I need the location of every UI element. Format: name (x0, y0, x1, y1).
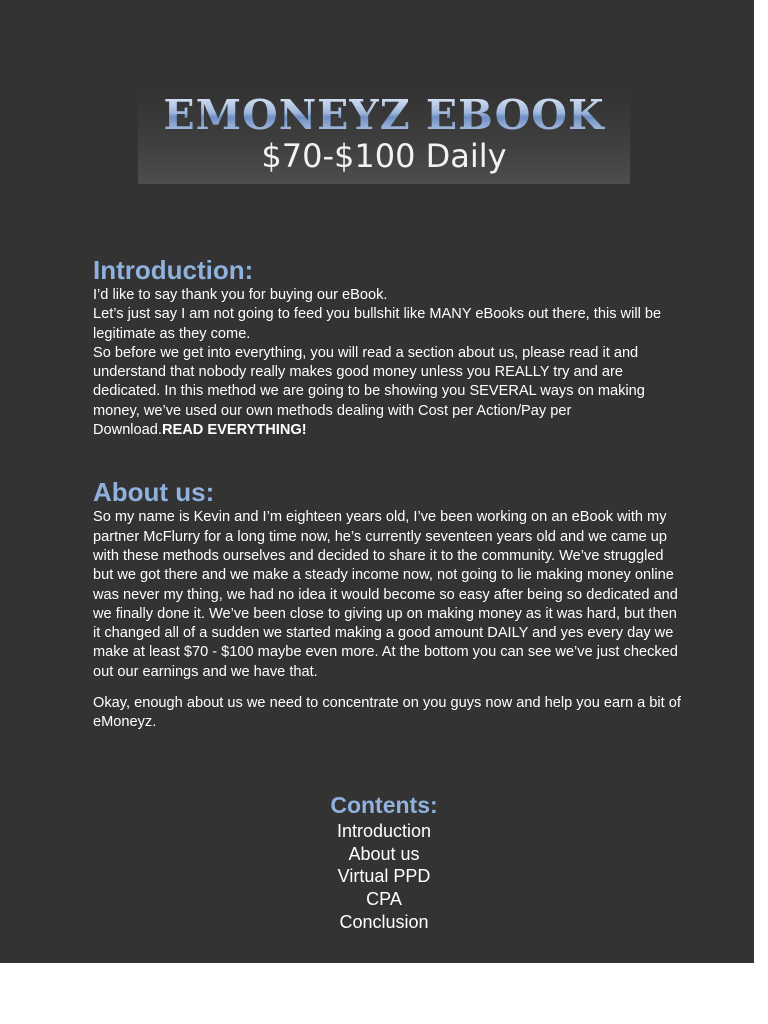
logo-title: EMONEYZ EBOOK (138, 92, 630, 138)
introduction-paragraph-3 (93, 344, 683, 440)
introduction-paragraph-2: Let’s just say I am not going to feed you bullshit like MANY eBooks out there, this will be legitimate as they come. (93, 306, 662, 342)
toc-item-introduction[interactable]: Introduction (336, 821, 432, 841)
introduction-paragraph-3-text: So before we get into everything, you will read a section about us, please read it and understand that nobody really makes good money unless you REALLY try and are dedicated. In this method we are going to be showing you SEVERAL ways on making money, we’ve used our own methods dealing with Cost per Action/Pay per Download. (93, 344, 645, 439)
main-content (93, 254, 683, 733)
read-everything-emphasis: READ EVERYTHING! (161, 422, 307, 439)
logo-subtitle: $70-$100 Daily (261, 137, 507, 175)
table-of-contents (0, 790, 768, 934)
introduction-paragraph-1: I’d like to say thank you for buying our eBook. (93, 287, 388, 303)
toc-item-conclusion[interactable]: Conclusion (339, 911, 429, 932)
introduction-heading: Introduction: (93, 255, 254, 285)
about-heading: About us: (93, 477, 215, 508)
about-paragraph-2: Okay, enough about us we need to concentrate on you guys now and help you earn a bit of eMoneyz. (93, 695, 681, 731)
toc-item-cpa[interactable]: CPA (366, 889, 402, 910)
about-paragraph-1: So my name is Kevin and I’m eighteen years old, I’ve been working on an eBook with my partner McFlurry for a long time now, he’s currently seventeen years old and we came up with these methods ourselves and decided to share it to the community. We’ve struggled but we got there and we make a steady income now, not going to lie making money online was never my thing, we had no idea it would become so easy after being so dedicated and we finally done it. We’ve been close to giving up on making money as it was hard, but then it changed all of a sudden we started making a good amount DAILY and yes every day we make at least $70 - $100 maybe even more. At the bottom you can see we’ve just checked out our earnings and we have that. (93, 509, 678, 680)
toc-item-about-us[interactable]: About us (348, 843, 420, 864)
ebook-logo (138, 92, 630, 184)
toc-item-virtual-ppd[interactable]: Virtual PPD (337, 866, 431, 887)
contents-heading: Contents: (330, 792, 438, 818)
